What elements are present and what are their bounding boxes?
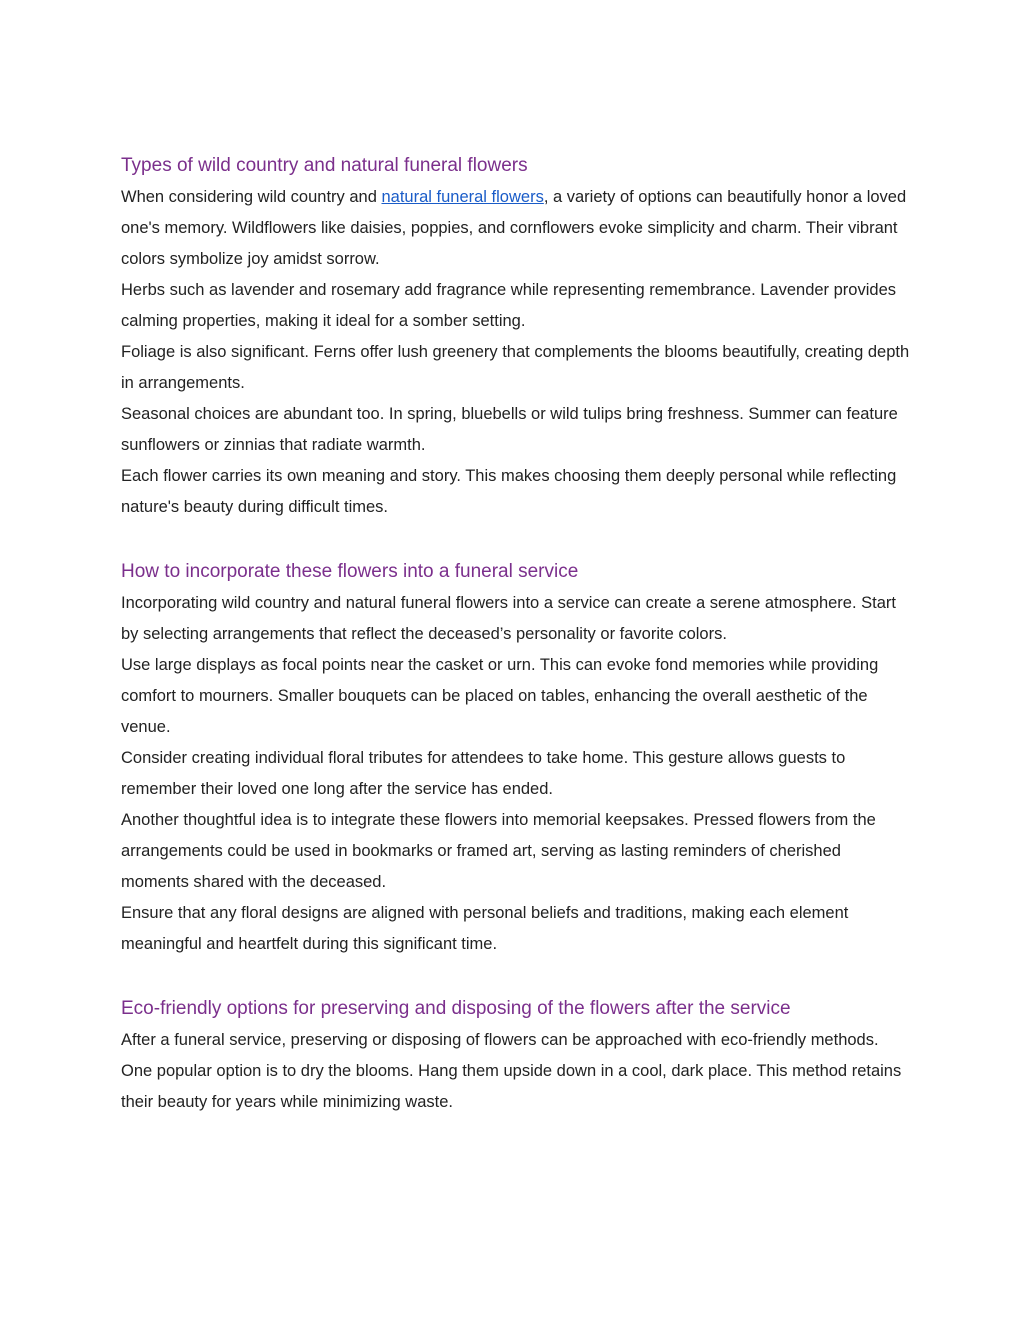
body-paragraph: Each flower carries its own meaning and story. This makes choosing them deeply personal while reflecting nature's beauty during difficult times.	[121, 467, 897, 516]
body-paragraph: Another thoughtful idea is to integrate these flowers into memorial keepsakes. Pressed flowers from the arrangements could be used in bookmarks or framed art, serving as lasting reminders of cherished moments shared with the deceased.	[121, 811, 876, 891]
intro-paragraph	[121, 182, 911, 275]
section-incorporate-service	[121, 556, 911, 960]
body-paragraph: Foliage is also significant. Ferns offer lush greenery that complements the blooms beautifully, creating depth in arrangements.	[121, 343, 910, 392]
body-paragraph: Incorporating wild country and natural funeral flowers into a service can create a serene atmosphere. Start by selecting arrangements that reflect the deceased’s personality or favorite colors.	[121, 594, 896, 643]
section-flower-types	[121, 150, 911, 523]
body-paragraph: After a funeral service, preserving or disposing of flowers can be approached with eco-friendly methods. One popular option is to dry the blooms. Hang them upside down in a cool, dark place. This method retains their beauty for years while minimizing waste.	[121, 1031, 902, 1111]
body-paragraph: Herbs such as lavender and rosemary add fragrance while representing remembrance. Lavender provides calming properties, making it ideal for a somber setting.	[121, 281, 896, 330]
body-paragraph: Seasonal choices are abundant too. In spring, bluebells or wild tulips bring freshness. Summer can feature sunflowers or zinnias that radiate warmth.	[121, 405, 898, 454]
section-heading: Types of wild country and natural funeral flowers	[121, 155, 528, 176]
body-paragraph: Ensure that any floral designs are aligned with personal beliefs and traditions, making each element meaningful and heartfelt during this significant time.	[121, 904, 849, 953]
intro-text-before-link: When considering wild country and	[121, 188, 382, 206]
intro-text-after-link: , a variety of options can beautifully honor a loved one's memory. Wildflowers like daisies, poppies, and cornflowers evoke simplicity and charm. Their vibrant colors symbolize joy amidst sorrow.	[121, 188, 907, 268]
document-page	[121, 150, 911, 1118]
body-paragraph: Use large displays as focal points near the casket or urn. This can evoke fond memories while providing comfort to mourners. Smaller bouquets can be placed on tables, enhancing the overall aesthetic of the venue.	[121, 656, 879, 736]
body-paragraph: Consider creating individual floral tributes for attendees to take home. This gesture allows guests to remember their loved one long after the service has ended.	[121, 749, 846, 798]
natural-funeral-flowers-link[interactable]: natural funeral flowers	[381, 188, 544, 206]
section-eco-friendly	[121, 993, 911, 1118]
section-heading: How to incorporate these flowers into a funeral service	[121, 561, 579, 582]
section-heading: Eco-friendly options for preserving and disposing of the flowers after the service	[121, 998, 791, 1019]
